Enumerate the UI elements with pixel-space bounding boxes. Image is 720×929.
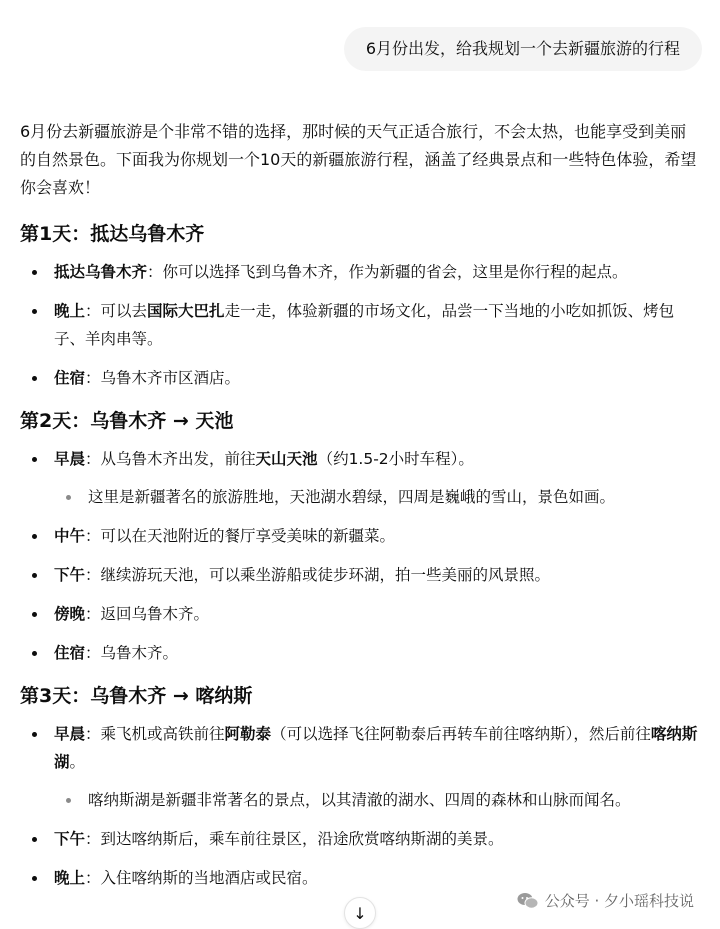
- assistant-response: [20, 118, 702, 903]
- scroll-down-button[interactable]: [344, 897, 376, 929]
- sub-list: [54, 786, 702, 814]
- list-item: 住宿：乌鲁木齐。: [20, 639, 702, 667]
- sub-list-item: 这里是新疆著名的旅游胜地，天池湖水碧绿，四周是巍峨的雪山，景色如画。: [54, 483, 702, 511]
- list-item: 抵达乌鲁木齐：你可以选择飞到乌鲁木齐，作为新疆的省会，这里是你行程的起点。: [20, 258, 702, 286]
- day-3-heading: 第3天：乌鲁木齐 → 喀纳斯: [20, 685, 253, 707]
- user-message-bubble: 6月份出发，给我规划一个去新疆旅游的行程: [344, 27, 702, 71]
- list-item: 下午：继续游玩天池，可以乘坐游船或徒步环湖，拍一些美丽的风景照。: [20, 561, 702, 589]
- list-item: 住宿：乌鲁木齐市区酒店。: [20, 364, 702, 392]
- day-1-list: [20, 258, 702, 392]
- list-item: 中午：可以在天池附近的餐厅享受美味的新疆菜。: [20, 522, 702, 550]
- list-item: 早晨：从乌鲁木齐出发，前往天山天池（约1.5-2小时车程）。 这里是新疆著名的旅游胜地，天池湖水碧绿，四周是巍峨的雪山，景色如画。: [20, 445, 702, 511]
- day-2-heading: 第2天：乌鲁木齐 → 天池: [20, 410, 234, 432]
- day-1-heading: 第1天：抵达乌鲁木齐: [20, 223, 205, 245]
- sub-list-item: 喀纳斯湖是新疆非常著名的景点，以其清澈的湖水、四周的森林和山脉而闻名。: [54, 786, 702, 814]
- wechat-icon: [517, 892, 539, 910]
- list-item: 傍晚：返回乌鲁木齐。: [20, 600, 702, 628]
- sub-list: [54, 483, 702, 511]
- list-item: 晚上：入住喀纳斯的当地酒店或民宿。: [20, 864, 702, 892]
- arrow-down-icon: ↓: [353, 903, 367, 923]
- watermark-text: 公众号 · 夕小瑶科技说: [544, 892, 694, 910]
- watermark: [513, 888, 698, 913]
- day-2-list: [20, 445, 702, 667]
- list-item: 晚上：可以去国际大巴扎走一走，体验新疆的市场文化，品尝一下当地的小吃如抓饭、烤包子、羊肉串等。: [20, 297, 702, 353]
- list-item: 下午：到达喀纳斯后，乘车前往景区，沿途欣赏喀纳斯湖的美景。: [20, 825, 702, 853]
- intro-paragraph: 6月份去新疆旅游是个非常不错的选择，那时候的天气正适合旅行，不会太热，也能享受到美丽的自然景色。下面我为你规划一个10天的新疆旅游行程，涵盖了经典景点和一些特色体验，希望你会喜欢！: [20, 122, 697, 197]
- day-3-list: [20, 720, 702, 892]
- list-item: 早晨：乘飞机或高铁前往阿勒泰（可以选择飞往阿勒泰后再转车前往喀纳斯），然后前往喀纳斯湖。 喀纳斯湖是新疆非常著名的景点，以其清澈的湖水、四周的森林和山脉而闻名。: [20, 720, 702, 814]
